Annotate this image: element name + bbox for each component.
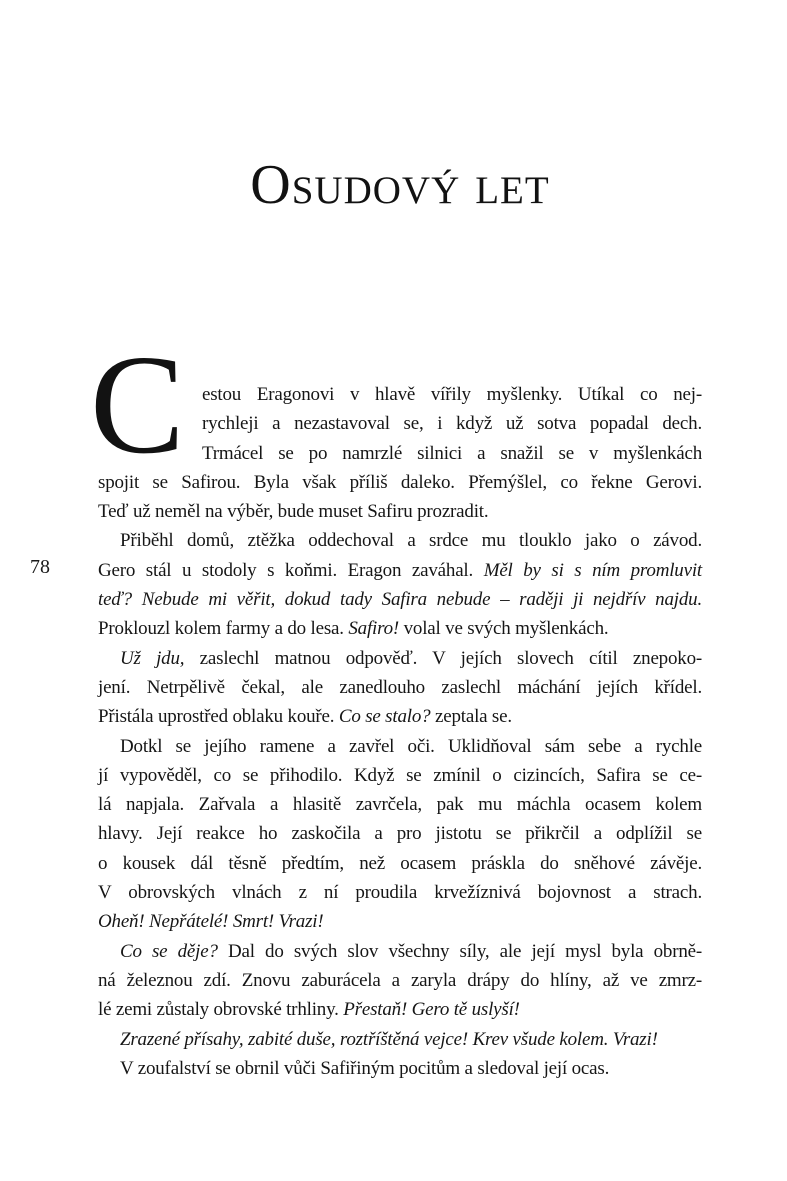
text-line [98,907,702,936]
body-text: jení. Netrpělivě čekal, ale zanedlouho zaslechl máchání jejích křídel. [98,676,702,698]
italic-text: teď? Nebude mi věřit, dokud tady Safira nebude – raději ji nejdřív najdu. [98,589,702,611]
body-text: estou Eragonovi v hlavě vířily myšlenky. Utíkal co nej- [202,384,702,405]
text-line [202,439,702,468]
text-line [202,380,702,409]
text-line [98,790,702,819]
italic-text: Zrazené přísahy, zabité duše, roztříštěná vejce! Krev všude kolem. Vrazi! [120,1028,658,1050]
italic-text: Přestaň! Gero tě uslyší! [343,999,520,1021]
body-text: Přistála uprostřed oblaku kouře. [98,706,339,728]
body-text: jí vypověděl, co se přihodilo. Když se zmínil o cizincích, Safira se ce- [98,764,702,786]
text-line [98,673,702,702]
italic-text: Už jdu, [120,647,185,669]
italic-text: Oheň! Nepřátelé! Smrt! Vrazi! [98,911,324,933]
body-text: lá napjala. Zařvala a hlasitě zavrčela, pak mu máchla ocasem kolem [98,794,702,816]
text-line [98,819,702,848]
text-line [98,1054,702,1083]
text-line [98,995,702,1024]
body-text: Gero stál u stodoly s koňmi. Eragon zaváhal. [98,559,484,581]
text-line [98,849,702,878]
body-text: zeptala se. [430,706,512,728]
text-line [98,1025,702,1054]
italic-text: Co se děje? [120,940,218,962]
body-text: o kousek dál těsně předtím, než ocasem práskla do sněhové závěje. [98,852,702,874]
text-line [98,585,702,614]
body-text: Teď už neměl na výběr, bude muset Safiru prozradit. [98,501,489,523]
text-line [98,761,702,790]
text-line [98,937,702,966]
body-text: V obrovských vlnách z ní proudila krvežíznivá bojovnost a strach. [98,882,702,904]
text-block [90,325,703,1083]
text-line [98,526,702,555]
body-text: volal ve svých myšlenkách. [399,618,609,640]
text-line [98,966,702,995]
italic-text: Safiro! [348,618,400,640]
body-text: spojit se Safirou. Byla však příliš daleko. Přemýšlel, co řekne Gerovi. [98,471,702,493]
text-line [98,497,702,526]
body-text: Trmácel se po namrzlé silnici a snažil se v myšlenkách [202,442,702,464]
body-text: lé zemi zůstaly obrovské trhliny. [98,999,344,1021]
body-text: Proklouzl kolem farmy a do lesa. [98,618,349,640]
body-text: V zoufalství se obrnil vůči Safiřiným pocitům a sledoval její ocas. [120,1057,610,1079]
page-number: 78 [30,556,50,578]
body-text: Dotkl se jejího ramene a zavřel oči. Uklidňoval sám sebe a rychle [120,735,702,757]
text-line [98,644,702,673]
body-text: zaslechl matnou odpověď. V jejích slovech cítil znepoko- [184,647,703,669]
body-text: hlavy. Její reakce ho zaskočila a pro jistotu se přikrčil a odplížil se [98,823,702,845]
body-text: rychleji a nezastavoval se, i když už sotva popadal dech. [202,413,702,435]
text-line [98,614,702,643]
text-line [202,409,702,438]
drop-cap: C [90,325,185,483]
chapter-title: Osudový let [250,154,550,216]
text-line [98,556,702,585]
italic-text: Měl by si s ním promluvit [483,559,702,581]
text-line [98,468,702,497]
body-text: ná železnou zdí. Znovu zaburácela a zaryla drápy do hlíny, až ve zmrz- [98,969,702,991]
text-line [98,702,702,731]
text-line [98,878,702,907]
body-text: Přiběhl domů, ztěžka oddechoval a srdce mu tlouklo jako o závod. [120,530,702,552]
text-line [98,732,702,761]
body-text: Dal do svých slov všechny síly, ale její mysl byla obrně- [217,940,702,962]
italic-text: Co se stalo? [338,706,431,728]
